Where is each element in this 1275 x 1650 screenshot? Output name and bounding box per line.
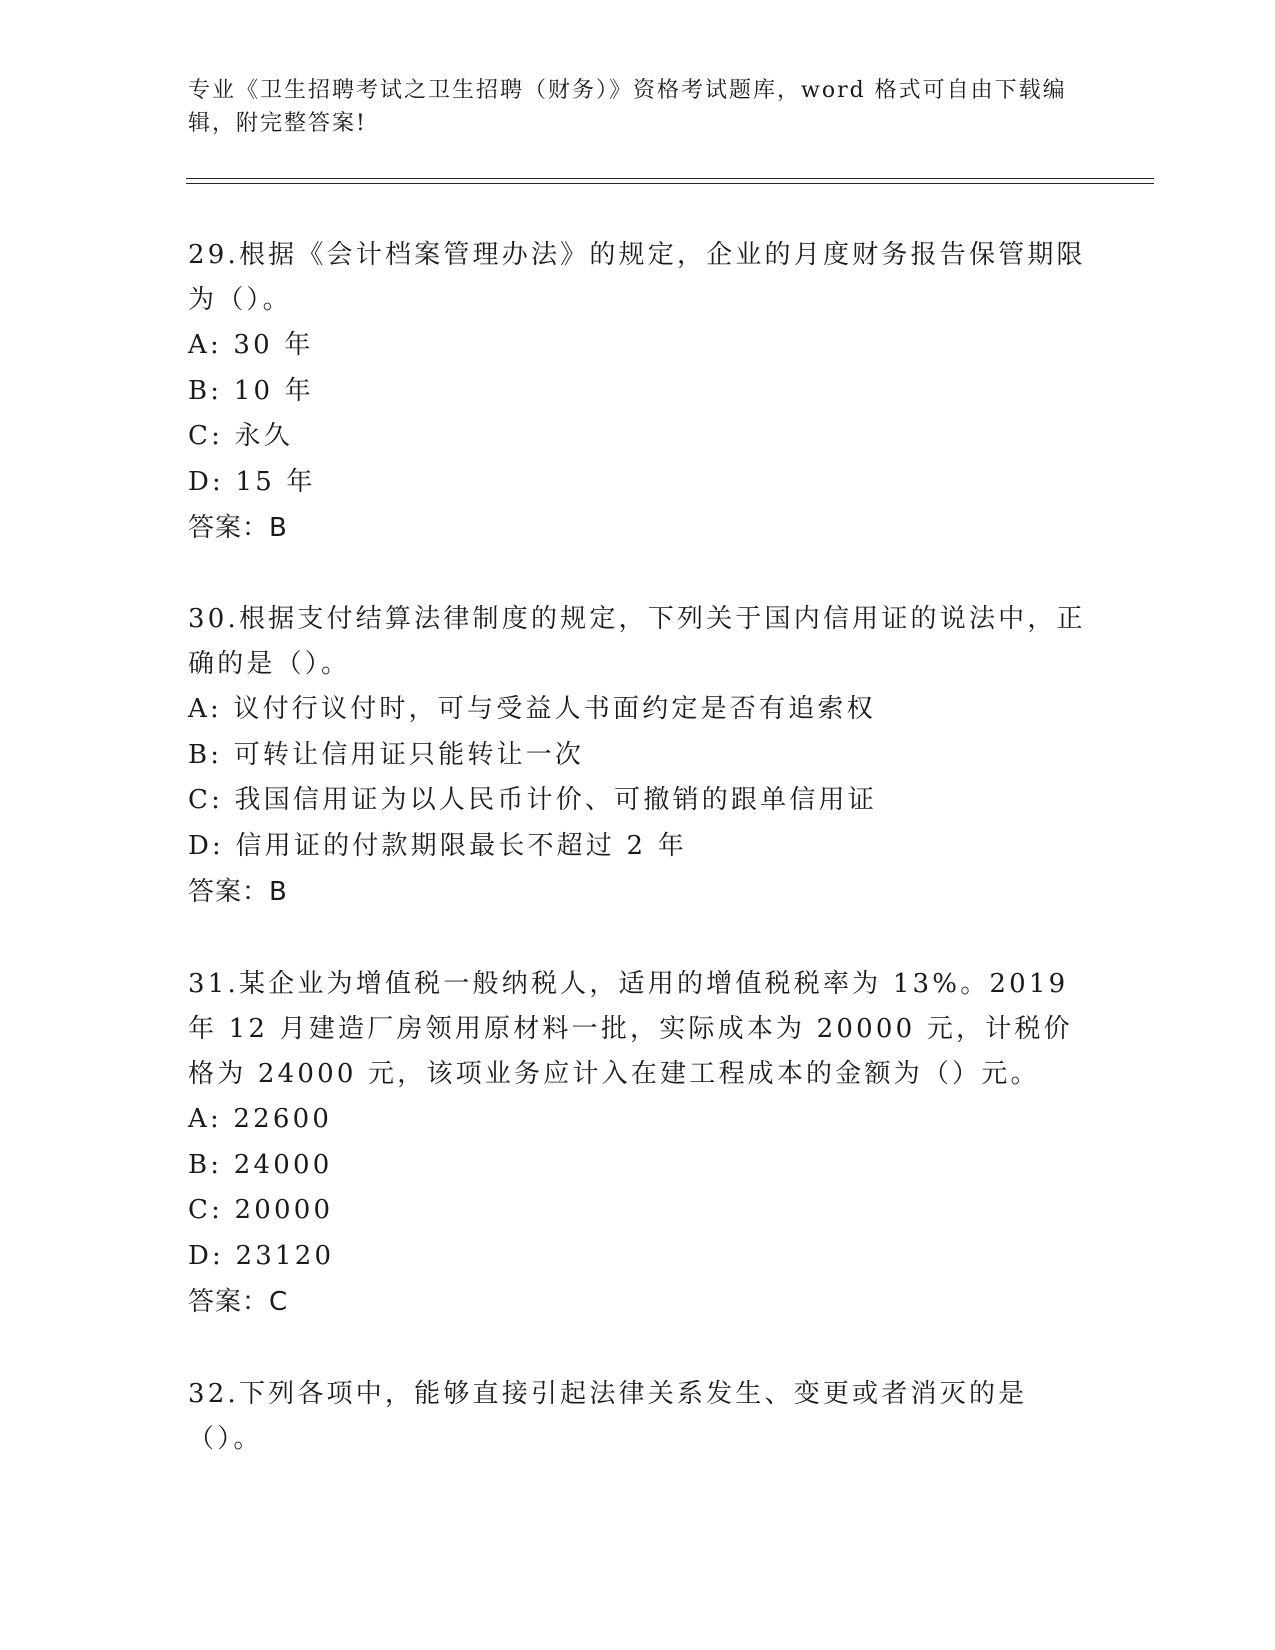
option-c: C: 20000 xyxy=(188,1195,334,1225)
question-stem: 31.某企业为增值税一般纳税人，适用的增值税税率为 13%。2019 年 12 月建造厂房领用原材料一批，实际成本为 20000 元，计税价格为 24000 元，该项业务应计入在建工程成本的金额为（）元。 xyxy=(188,969,1073,1089)
header-divider-top xyxy=(186,178,1154,179)
option-a: A: 议付行议付时，可与受益人书面约定是否有追索权 xyxy=(188,694,876,724)
answer-line: 答案：C xyxy=(188,1287,289,1317)
question-30 xyxy=(188,597,1088,915)
answer-line: 答案：B xyxy=(188,513,288,543)
question-stem: 32.下列各项中，能够直接引起法律关系发生、变更或者消灭的是（）。 xyxy=(188,1379,1028,1454)
option-d: D: 15 年 xyxy=(188,466,316,497)
question-stem: 29.根据《会计档案管理办法》的规定，企业的月度财务报告保管期限为（）。 xyxy=(188,240,1086,315)
document-header: 专业《卫生招聘考试之卫生招聘（财务）》资格考试题库，word 格式可自由下载编辑，附完整答案! xyxy=(188,78,1067,136)
option-d: D: 信用证的付款期限最长不超过 2 年 xyxy=(188,830,687,861)
question-32 xyxy=(188,1372,1088,1462)
option-b: B: 10 年 xyxy=(188,375,314,406)
option-d: D: 23120 xyxy=(188,1240,335,1271)
answer-line: 答案：B xyxy=(188,877,288,907)
option-c: C: 我国信用证为以人民币计价、可撤销的跟单信用证 xyxy=(188,785,877,815)
option-c: C: 永久 xyxy=(188,421,293,451)
option-a: A: 30 年 xyxy=(188,330,314,360)
option-b: B: 可转让信用证只能转让一次 xyxy=(188,739,585,770)
question-stem: 30.根据支付结算法律制度的规定，下列关于国内信用证的说法中，正确的是（）。 xyxy=(188,604,1086,679)
option-b: B: 24000 xyxy=(188,1149,333,1180)
question-31 xyxy=(188,962,1088,1325)
option-a: A: 22600 xyxy=(188,1104,333,1134)
header-divider-bottom xyxy=(186,183,1154,184)
question-29 xyxy=(188,233,1088,551)
